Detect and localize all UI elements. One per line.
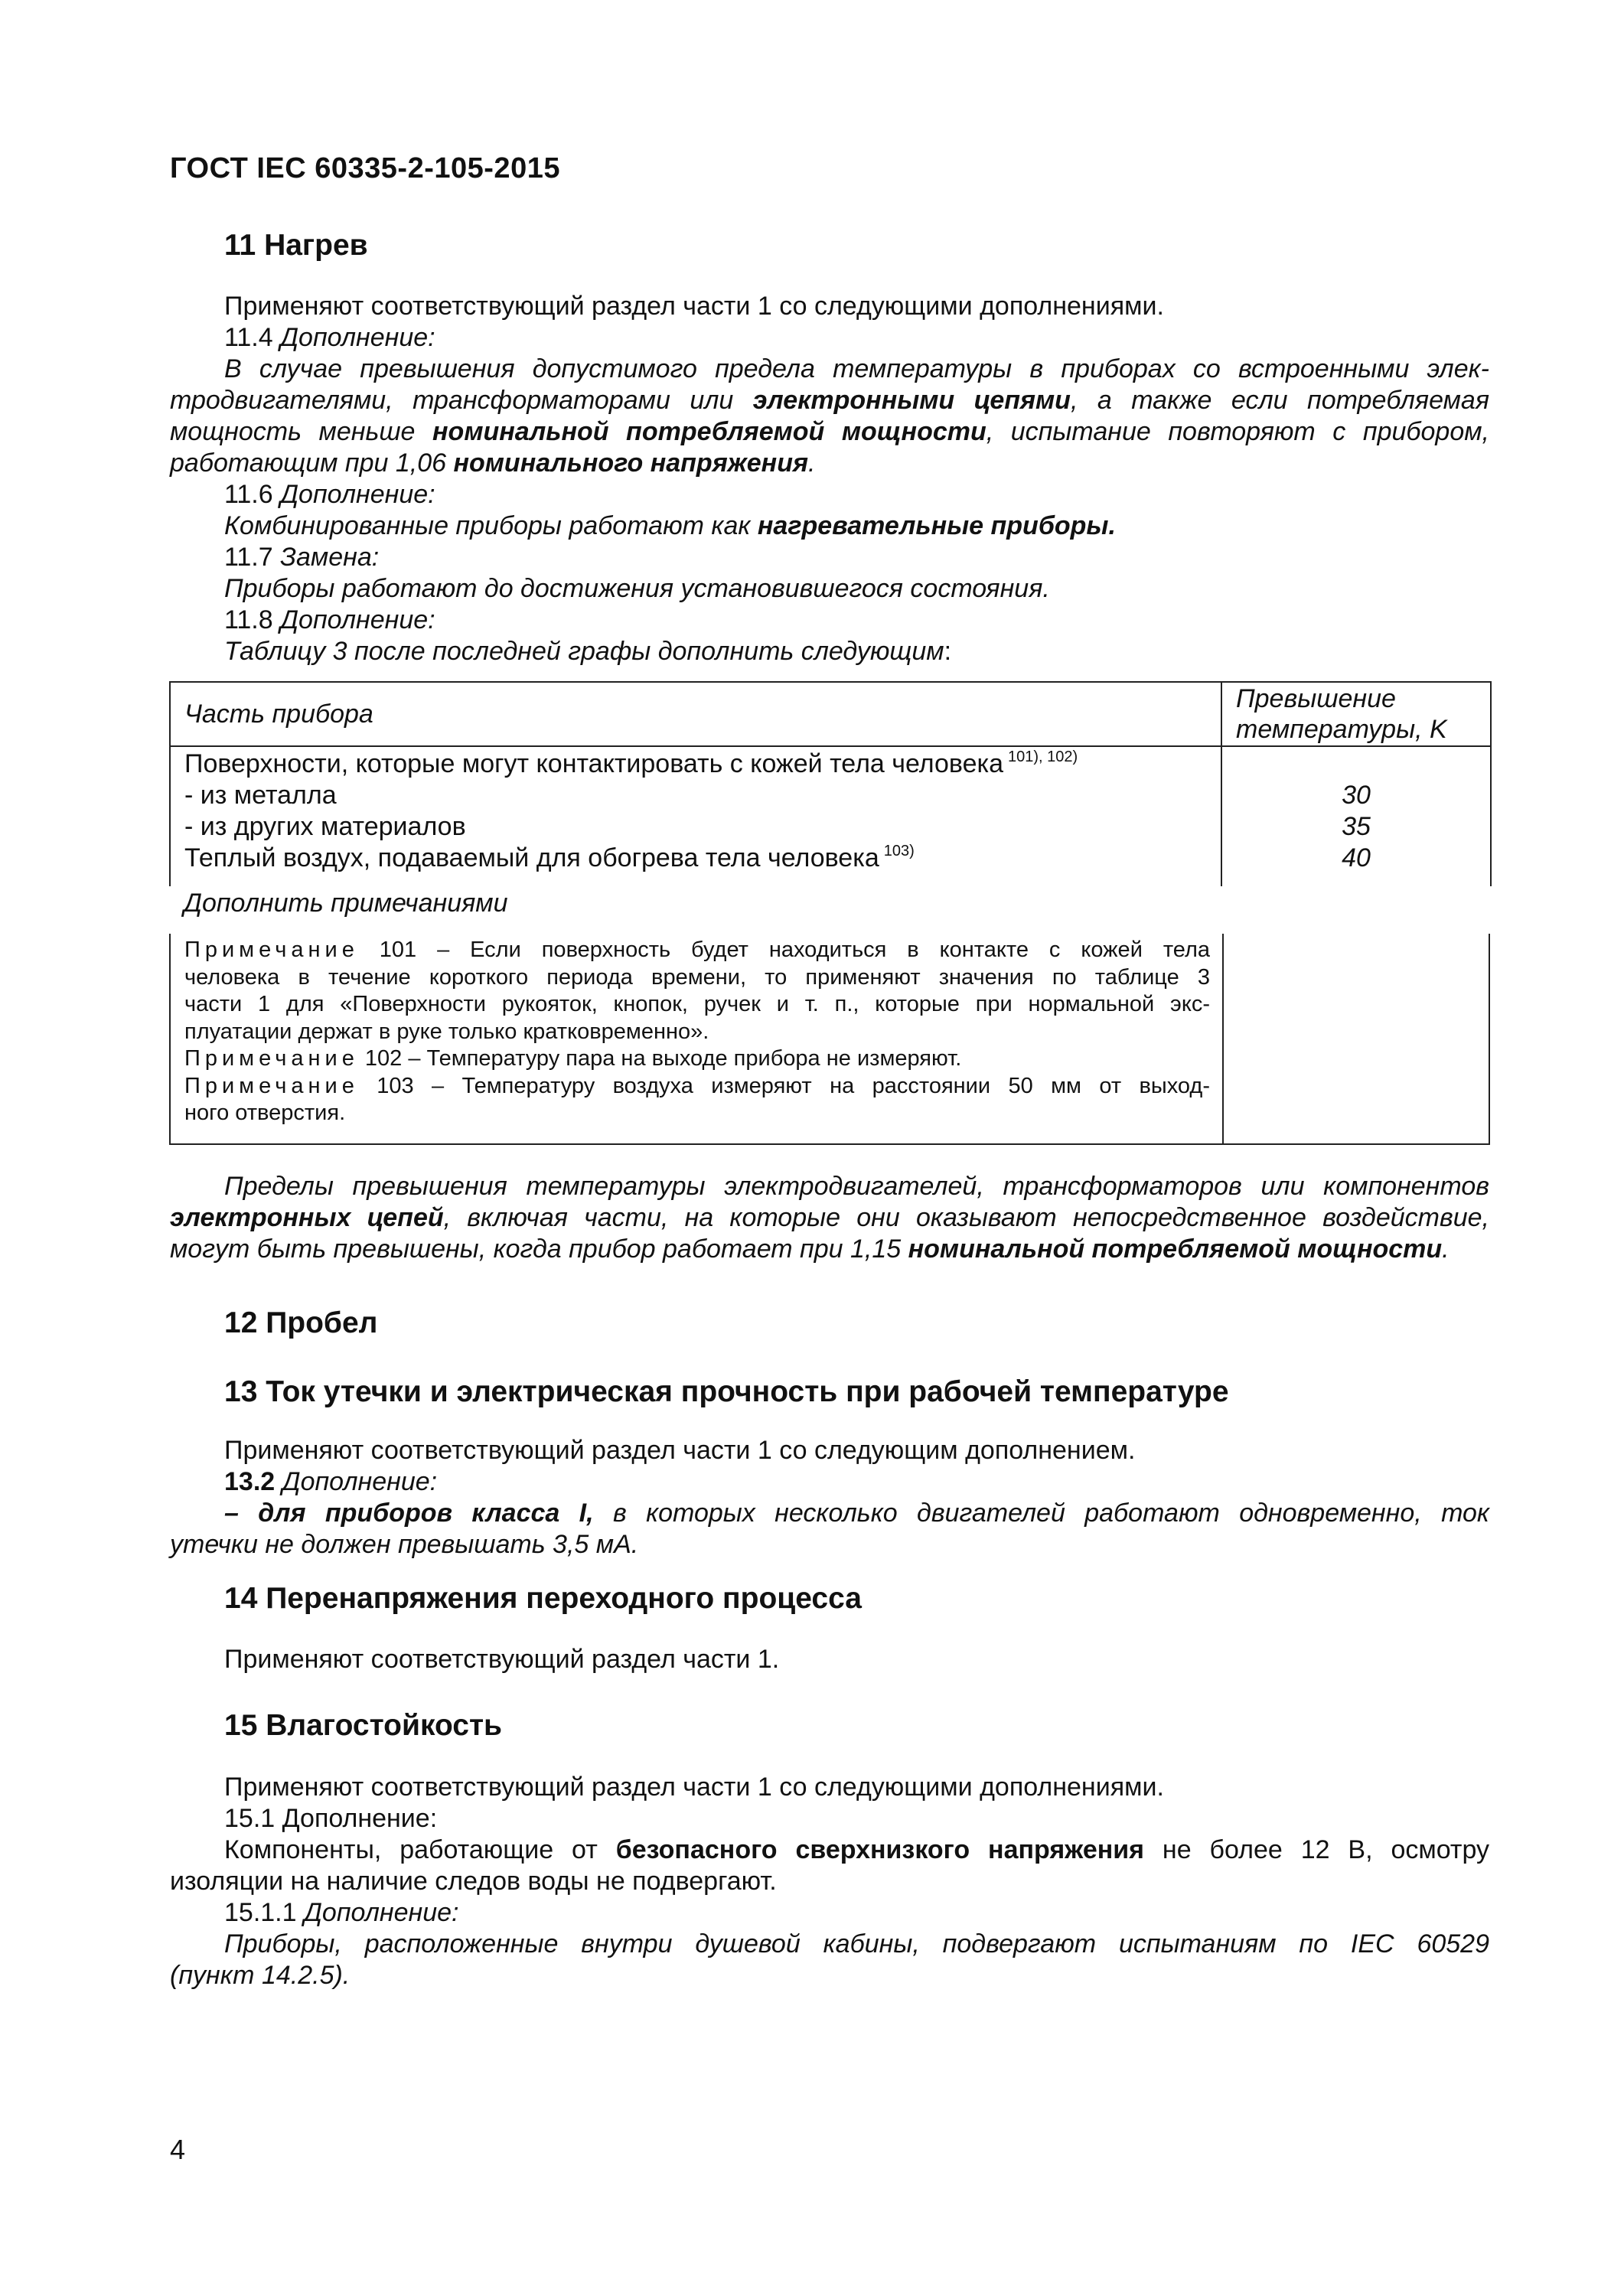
parts-cell (170, 746, 1221, 886)
clause-13-2-line-1: – для приборов класса I, в которых несколько двигателей работают одновременно, ток (224, 1499, 1489, 1528)
clause-15-1-1-heading: 15.1.1 Дополнение: (224, 1898, 459, 1927)
section-13-body (170, 1435, 1489, 1561)
note-101-line-4: плуатации держат в руке только кратковременно». (184, 1019, 709, 1044)
clause-11-6-text: Комбинированные приборы работают как нагревательные приборы. (224, 511, 1116, 540)
table-row: Теплый воздух, подаваемый для обогрева тела человека $^{103)}$ (184, 843, 915, 872)
clause-15-1-line-2: изоляции на наличие следов воды не подвергают. (170, 1867, 777, 1896)
temperature-rise-table (169, 681, 1492, 886)
section-13-intro: Применяют соответствующий раздел части 1 со следующим дополнением. (224, 1436, 1136, 1465)
table-gap (1489, 888, 1490, 934)
clause-11-4-line-4: работающим при 1,06 номинального напряжения. (170, 448, 816, 478)
section-15-intro: Применяют соответствующий раздел части 1 со следующими дополнениями. (224, 1773, 1164, 1802)
clause-15-1-1-line-2: (пункт 14.2.5). (170, 1961, 351, 1990)
table-row: - из металла (184, 781, 337, 810)
clause-13-2-heading: 13.2 Дополнение: (224, 1467, 438, 1496)
clause-15-1-1-line-1: Приборы, расположенные внутри душевой кабины, подвергают испытаниям по IEC 60529 (224, 1929, 1489, 1958)
clause-11-7-text: Приборы работают до достижения установившегося состояния. (224, 574, 1050, 603)
section-15-heading: 15 Влагостойкость (224, 1709, 503, 1742)
section-14-intro: Применяют соответствующий раздел части 1. (224, 1645, 780, 1674)
clause-11-8-heading: 11.8 Дополнение: (224, 605, 435, 634)
section-11-heading: 11 Нагрев (224, 229, 368, 262)
clause-11-6-heading: 11.6 Дополнение: (224, 480, 435, 509)
section-14-heading: 14 Перенапряжения переходного процесса (224, 1582, 862, 1615)
table-body-row (170, 746, 1491, 886)
note-101-line-3: части 1 для «Поверхности рукояток, кнопок, ручек и т. п., которые при нормальной экс- (184, 992, 1210, 1016)
after-table-line-3: могут быть превышены, когда прибор работает при 1,15 номинальной потребляемой мощности. (170, 1234, 1450, 1264)
note-102: Примечание 102 – Температуру пара на выходе прибора не измеряют. (184, 1046, 962, 1071)
values-cell (1221, 746, 1491, 886)
section-15-body (170, 1772, 1489, 1991)
notes-divider (1222, 934, 1224, 1143)
clause-15-1-line-1: Компоненты, работающие от безопасного сверхнизкого напряжения не более 12 В, осмотру (224, 1835, 1490, 1864)
table-row: - из других материалов (184, 812, 466, 841)
table-gap (1221, 888, 1222, 934)
clause-15-1-heading: 15.1 Дополнение: (224, 1804, 438, 1833)
clause-11-4-heading: 11.4 Дополнение: (224, 323, 435, 352)
table-gap (169, 888, 171, 934)
after-table-line-1: Пределы превышения температуры электродвигателей, трансформаторов или компонентов (224, 1172, 1489, 1201)
clause-11-4-line-2: тродвигателями, трансформаторами или электронными цепями, а также если потребляемая (170, 386, 1489, 415)
table-header-row (170, 682, 1491, 746)
note-101-line-1: Примечание 101 – Если поверхность будет находиться в контакте с кожей тела (184, 938, 1210, 962)
note-103-line-1: Примечание 103 – Температуру воздуха измеряют на расстоянии 50 мм от выход- (184, 1073, 1210, 1098)
column-header-part: Часть прибора (170, 682, 1221, 746)
section-12-heading: 12 Пробел (224, 1306, 378, 1339)
table-value: 30 (1342, 781, 1371, 810)
table-row: Поверхности, которые могут контактировать с кожей тела человека $^{101), 102)}$ (184, 748, 1078, 778)
clause-11-7-heading: 11.7 Замена: (224, 543, 380, 572)
section-11-body (170, 291, 1489, 667)
clause-13-2-line-2: утечки не должен превышать 3,5 мА. (170, 1530, 639, 1559)
section-11-intro: Применяют соответствующий раздел части 1 со следующими дополнениями. (224, 292, 1164, 321)
note-103-line-2: ного отверстия. (184, 1101, 346, 1125)
clause-11-4-line-3: мощность меньше номинальной потребляемой мощности, испытание повторяют с прибором, (170, 417, 1489, 446)
table-value: 40 (1342, 843, 1371, 872)
column-header-temperature: Превышение температуры, K (1221, 682, 1491, 746)
table-notes (184, 937, 1210, 1127)
clause-11-4-line-1: В случае превышения допустимого предела температуры в приборах со встроенными элек- (224, 354, 1489, 383)
document-header: ГОСТ IEC 60335-2-105-2015 (170, 152, 560, 184)
section-14-body (170, 1644, 1489, 1675)
after-table-paragraph (170, 1171, 1489, 1265)
notes-caption: Дополнить примечаниями (184, 889, 508, 918)
clause-11-8-text: Таблицу 3 после последней графы дополнить следующим: (224, 637, 952, 666)
section-13-heading: 13 Ток утечки и электрическая прочность при рабочей температуре (224, 1375, 1229, 1408)
table-notes-box (169, 934, 1490, 1145)
page-number: 4 (170, 2134, 186, 2165)
table-value: 35 (1342, 812, 1371, 841)
after-table-line-2: электронных цепей, включая части, на которые они оказывают непосредственное воздействие, (170, 1203, 1489, 1232)
note-101-line-2: человека в течение короткого периода времени, то применяют значения по таблице 3 (184, 964, 1210, 990)
